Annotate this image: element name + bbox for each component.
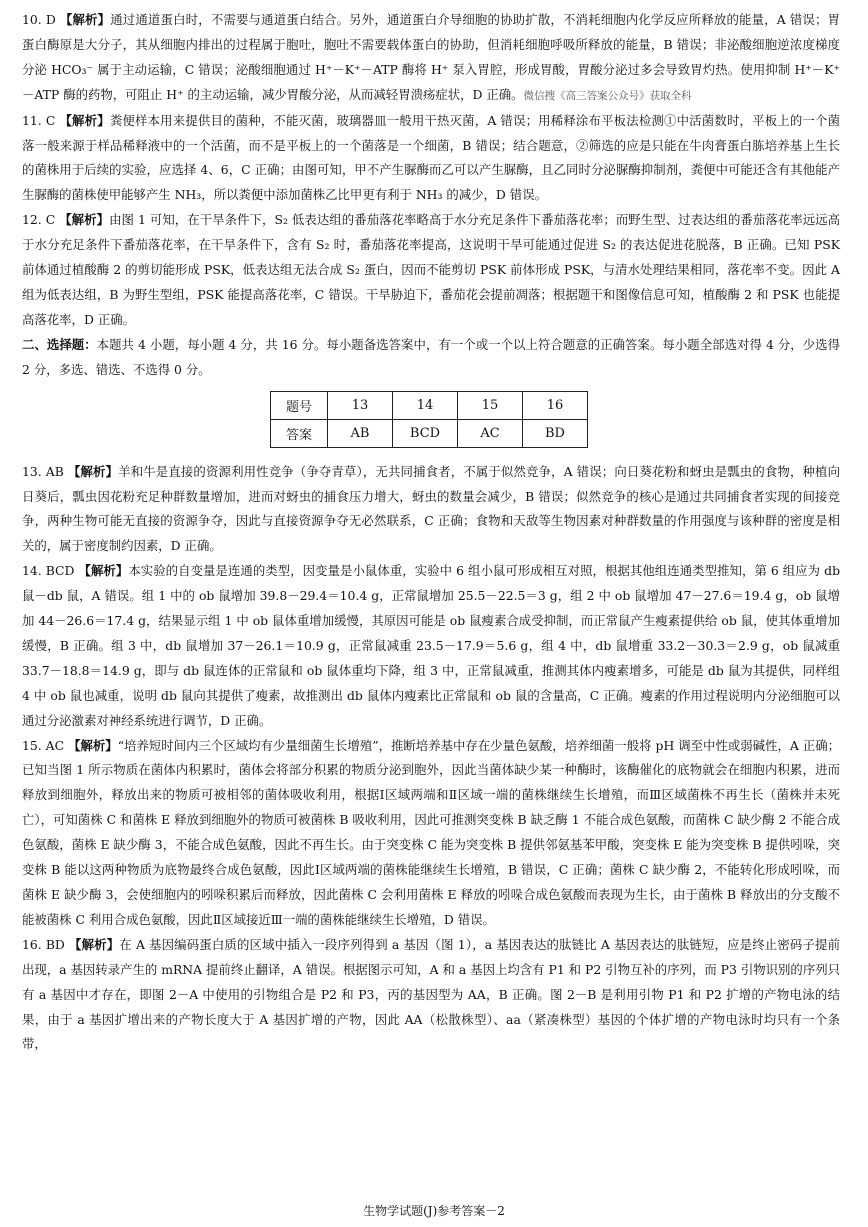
question-label: 16. BD	[22, 936, 65, 952]
analysis-tag: 【解析】	[78, 563, 129, 579]
question-number-cell: 15	[458, 391, 523, 419]
question-text: “培养短时间内三个区域均有少量细菌生长增殖”，推断培养基中存在少量色氨酸，培养细菌一般将 pH 调至中性或弱碱性，A 正确；已知当图 1 所示物质在菌体内积累时，菌体会将部分积累的物质分泌到胞外，因此当菌体缺少某一种酶时，该酶催化的底物就会在细胞内积累，进而释放到细胞外，释放出来的物质可被相邻的菌体吸收利用，根据Ⅰ区域两端和Ⅱ区域一端的菌株继续生长增殖，而Ⅲ区域菌株不再生长（菌株并未死亡），可知菌株 C 和菌株 E 释放到细胞外的物质可被菌株 B 吸收利用，因此可推测突变株 B 缺乏酶 1 不能合成色氨酸，而菌株 C 缺少酶 2 不能合成色氨酸，菌株 E 缺少酶 3，不能合成色氨酸，因此不再生长。由于突变株 C 能为突变株 B 提供邻氨基苯甲酸，突变株 E 能为突变株 B 提供吲哚，突变株 B 能以这两种物质为底物最终合成色氨酸，因此Ⅰ区域两端的菌株能继续生长增殖，B 错误，C 正确；菌株 C 缺少酶 2，不能转化形成吲哚，而菌株 E 缺少酶 3，会使细胞内的吲哚积累后而释放，因此菌株 C 会利用菌株 E 释放的吲哚合成色氨酸而表现为生长，由于菌株 B 释放出的分支酸不能被菌株 C 利用合成色氨酸，因此Ⅱ区域接近Ⅲ一端的菌株能继续生长增殖，D 错误。	[22, 737, 840, 927]
watermark-note: 微信搜《高三答案公众号》获取全科	[523, 89, 692, 102]
question-label: 15. AC	[22, 737, 65, 753]
question-text: 羊和牛是直接的资源利用性竞争（争夺青草），无共同捕食者，不属于似然竞争，A 错误；向日葵花粉和蚜虫是瓢虫的食物，种植向日葵后，瓢虫因花粉充足种群数量增加，进而对蚜虫的捕食压力增大，蚜虫的数量会减少，B 错误；似然竞争的核心是通过共同捕食者实现的间接竞争，两种生物可能无直接的资源争夺，因此与直接资源争夺无必然联系，C 正确；食物和天敌等生物因素对种群数量的作用强度与该种群的密度是相关的，属于密度制约因素，D 正确。	[22, 463, 840, 554]
question-text: 在 A 基因编码蛋白质的区域中插入一段序列得到 a 基因（图 1），a 基因表达的肽链比 A 基因表达的肽链短，应是终止密码子提前出现，a 基因转录产生的 mRNA 提前终止翻译，A 错误。根据图示可知，A 和 a 基因上均含有 P1 和 P2 引物互补的序列，而 P3 引物识别的序列只有 a 基因中才存在，即图 2－A 中使用的引物组合是 P2 和 P3，丙的基因型为 AA，B 正确。图 2－B 是利用引物 P1 和 P2 扩增的产物电泳的结果，由于 a 基因扩增出来的产物长度大于 A 基因扩增的产物，因此 AA（松散株型）、aa（紧凑株型）基因的个体扩增的产物电泳时均只有一个条带，	[22, 936, 841, 1052]
question-label: 10. D	[22, 12, 56, 27]
question-text: 粪便样本用来提供目的菌种，不能灭菌，玻璃器皿一般用干热灭菌，A 错误；用稀释涂布平板法检测①中活菌数时，平板上的一个菌落一般来源于样品稀释液中的一个活菌，而不是平板上的一个菌落是一个细菌，B 错误；结合题意，②筛选的应是只能在牛肉膏蛋白胨培养基上生长的菌株用于后续的实验，应选择 4、6，C 正确；由图可知，甲不产生脲酶而乙可以产生脲酶，且乙同时分泌脲酶抑制剂，粪便中可能还含有其他能产生脲酶的菌株使甲能够产生 NH₃，所以粪便中添加菌株乙比甲更有利于 NH₃ 的减少，D 错误。	[22, 112, 841, 203]
section-two-heading	[22, 333, 840, 383]
question-12	[22, 208, 840, 333]
answer-label-cell: 答案	[271, 419, 328, 447]
question-text: 由图 1 可知，在干旱条件下，S₂ 低表达组的番茄落花率略高于水分充足条件下番茄落花率；而野生型、过表达组的番茄落花率远远高于水分充足条件下番茄落花率，在干旱条件下，含有 S₂ 时，番茄落花率提高，这说明干旱可能通过促进 S₂ 的表达促进花脱落，B 正确。已知 PSK 前体通过植酸酶 2 的剪切能形成 PSK，低表达组无法合成 S₂ 蛋白，因而不能剪切 PSK 前体形成 PSK，与清水处理结果相同，落花率不变。因此 A 组为低表达组，B 为野生型组，PSK 能提高落花率，C 错误。干旱胁迫下，番茄花会提前凋落；根据题干和图像信息可知，植酸酶 2 和 PSK 也能提高落花率，D 正确。	[22, 212, 841, 327]
analysis-tag: 【解析】	[68, 737, 118, 753]
analysis-tag: 【解析】	[69, 936, 120, 952]
answer-cell: BD	[523, 419, 588, 447]
question-number-cell: 14	[393, 391, 458, 419]
analysis-tag: 【解析】	[67, 463, 119, 479]
header-label-cell: 题号	[271, 391, 328, 419]
answer-cell: BCD	[393, 419, 458, 447]
question-16	[22, 933, 840, 1058]
answer-table-header-row	[271, 391, 588, 419]
answer-table-answer-row	[271, 419, 588, 447]
question-label: 11. C	[22, 112, 56, 128]
page-footer: 生物学试题(J)参考答案－2	[363, 1204, 505, 1218]
analysis-tag: 【解析】	[59, 212, 110, 228]
question-text: 通过通道蛋白时，不需要与通道蛋白结合。另外，通道蛋白介导细胞的协助扩散，不消耗细胞内化学反应所释放的能量，A 错误；胃蛋白酶原是大分子，其从细胞内排出的过程属于胞吐，胞吐不需要载体蛋白的协助，但消耗细胞呼吸所释放的能量，B 错误；非泌酸细胞逆浓度梯度分泌 HCO₃⁻ 属于主动运输，C 错误；泌酸细胞通过 H⁺－K⁺－ATP 酶将 H⁺ 泵入胃腔，形成胃酸，胃酸分泌过多会导致胃灼热。使用抑制 H⁺－K⁺－ATP 酶的药物，可阻止 H⁺ 的主动运输，减少胃酸分泌，从而减轻胃溃疡症状，D 正确。	[22, 12, 840, 102]
section-instructions: 本题共 4 小题，每小题 4 分，共 16 分。每小题备选答案中，有一个或一个以上符合题意的正确答案。每小题全部选对得 4 分，少选得 2 分，多选、错选、不选得 0 分。	[22, 336, 840, 377]
section-title: 二、选择题：	[22, 336, 97, 352]
question-10	[22, 8, 840, 109]
question-label: 13. AB	[22, 463, 64, 479]
question-text: 本实验的自变量是连通的类型，因变量是小鼠体重，实验中 6 组小鼠可形成相互对照，根据其他组连通类型推知，第 6 组应为 db 鼠－db 鼠，A 错误。组 1 中的 ob 鼠增加 39.8－29.4＝10.4 g，正常鼠增加 25.5－22.5＝3 g，组 2 中 ob 鼠增加 47－27.6＝19.4 g，ob 鼠增加 44－26.6＝17.4 g，结果显示组 1 中 ob 鼠体重增加缓慢，其原因可能是 ob 鼠瘦素合成受抑制，而正常鼠产生瘦素提供给 ob 鼠，使其体重增加缓慢，B 正确。组 3 中，db 鼠增加 37－26.1＝10.9 g，正常鼠减重 23.5－17.9＝5.6 g，组 4 中，db 鼠增重 33.2－30.3＝2.9 g，ob 鼠减重 33.7－18.8＝14.9 g，即与 db 鼠连体的正常鼠和 ob 鼠体重均下降，组 3 中，正常鼠减重，推测其体内瘦素增多，可能是 db 鼠为其提供，同样组 4 中 ob 鼠也减重，说明 db 鼠向其提供了瘦素，故推测出 db 鼠体内瘦素比正常鼠和 ob 鼠的含量高，C 正确。瘦素的作用过程说明内分泌细胞可以通过分泌激素对神经系统进行调节，D 正确。	[22, 563, 841, 728]
question-15	[22, 734, 840, 933]
analysis-tag: 【解析】	[59, 112, 110, 128]
question-label: 12. C	[22, 212, 56, 228]
analysis-tag: 【解析】	[59, 12, 111, 27]
question-number-cell: 13	[328, 391, 393, 419]
question-number-cell: 16	[523, 391, 588, 419]
answer-cell: AB	[328, 419, 393, 447]
answer-table	[270, 391, 588, 448]
answer-cell: AC	[458, 419, 523, 447]
question-11	[22, 109, 840, 209]
question-14	[22, 559, 840, 733]
question-13	[22, 460, 840, 560]
question-label: 14. BCD	[22, 563, 75, 579]
